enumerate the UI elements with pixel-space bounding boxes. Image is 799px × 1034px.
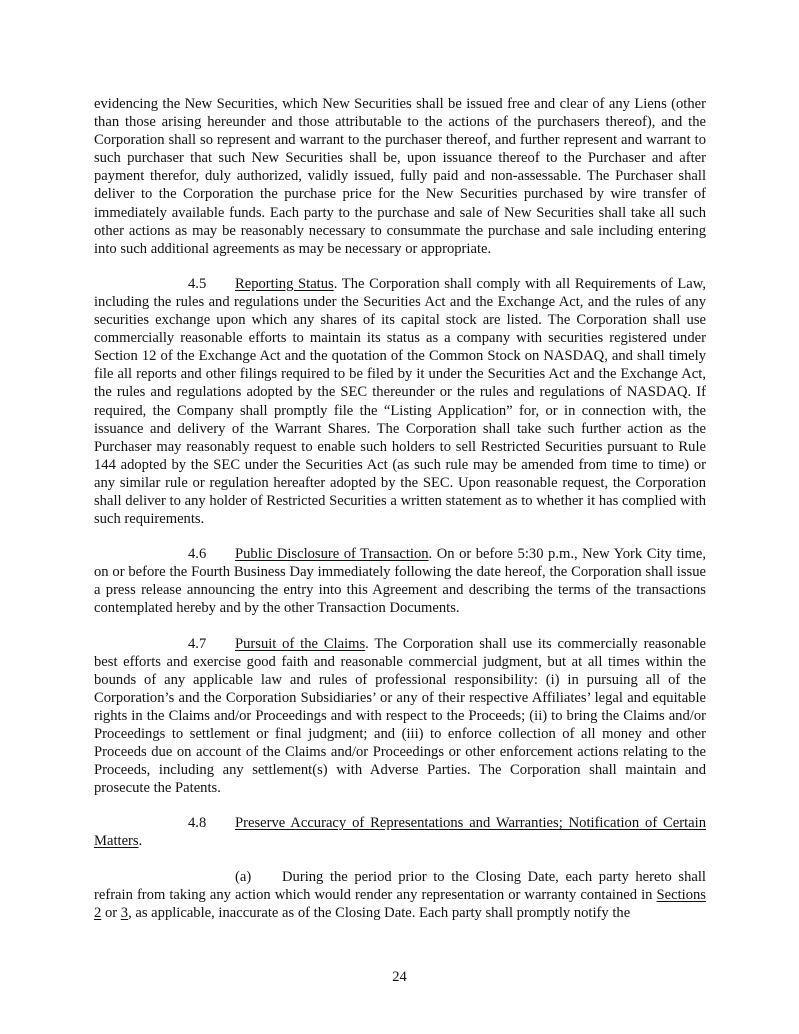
- section-4-8: [94, 814, 706, 850]
- section-text: On or before 5:30 p.m., New York City time, on or before the Fourth Business Day immediately following the date hereof, the Corporation shall issue a press release announcing the entry into this Agreement and describing the terms of the transactions contemplated hereby and by the other Transaction Documents.: [94, 546, 706, 617]
- section-heading: Preserve Accuracy of Representations and Warranties; Notification of Certain Matters: [94, 815, 706, 850]
- section-text: The Corporation shall use its commercially reasonable best efforts and exercise good faith and reasonable commercial judgment, but at all times within the bounds of any applicable law and rules of professional responsibility: (i) in pursuing all of the Corporation’s and the Corporation Subsidiaries’ or any of their respective Affiliates’ legal and equitable rights in the Claims and/or Proceedings and with respect to the Proceeds; (ii) to bring the Claims and/or Proceedings to settlement or final judgment; and (iii) to enforce collection of all money and other Proceeds due on account of the Claims and/or Proceedings or other enforcement actions relating to the Proceeds, including any settlement(s) with Adverse Parties. The Corporation shall maintain and prosecute the Patents.: [94, 635, 706, 797]
- document-body: [94, 95, 706, 939]
- section-heading: Public Disclosure of Transaction: [235, 546, 429, 563]
- section-heading: Reporting Status: [235, 275, 334, 292]
- section-heading-suffix: .: [138, 833, 143, 850]
- subsection-text: or: [101, 904, 121, 921]
- section-number: 4.5: [188, 275, 207, 292]
- section-4-5: [94, 275, 706, 528]
- subsection-text: , as applicable, inaccurate as of the Closing Date. Each party shall promptly notify the: [128, 904, 631, 921]
- section-heading-suffix: .: [428, 546, 433, 563]
- cross-reference-link[interactable]: Sections 2: [94, 886, 706, 921]
- section-number: 4.7: [188, 635, 207, 652]
- subsection-text: During the period prior to the Closing Date, each party hereto shall refrain from taking any action which would render any representation or warranty contained in: [94, 868, 706, 903]
- section-4-7: [94, 635, 706, 798]
- section-heading: Pursuit of the Claims: [235, 635, 366, 652]
- page-number: 24: [392, 969, 407, 985]
- subsection-a: [94, 868, 706, 922]
- subsection-label: (a): [235, 868, 252, 885]
- section-heading-suffix: .: [333, 275, 338, 292]
- continuation-paragraph: evidencing the New Securities, which New Securities shall be issued free and clear of any Liens (other than those arising hereunder and those attributable to the actions of the purchasers thereof), and the Corporation shall so represent and warrant to the purchaser thereof, and further represent and warrant to such purchaser that such New Securities shall be, upon issuance thereof to the Purchaser and after payment therefor, duly authorized, validly issued, fully paid and non-assessable. The Purchaser shall deliver to the Corporation the purchase price for the New Securities purchased by wire transfer of immediately available funds. Each party to the purchase and sale of New Securities shall take all such other actions as may be reasonably necessary to consummate the purchase and sale including entering into such additional agreements as may be necessary or appropriate.: [94, 96, 706, 257]
- section-heading-suffix: .: [365, 635, 369, 652]
- section-number: 4.8: [188, 815, 207, 832]
- cross-reference-link[interactable]: 3: [120, 904, 129, 921]
- section-number: 4.6: [188, 546, 207, 563]
- section-text: The Corporation shall comply with all Requirements of Law, including the rules and regulations under the Securities Act and the Exchange Act, and the rules of any securities exchange upon which any shares of its capital stock are listed. The Corporation shall use commercially reasonable efforts to maintain its status as a company with securities registered under Section 12 of the Exchange Act and the quotation of the Common Stock on NASDAQ, and shall timely file all reports and other filings required to be filed by it under the Securities Act and the Exchange Act, the rules and regulations adopted by the SEC thereunder or the rules and regulations of NASDAQ. If required, the Company shall promptly file the “Listing Application” for, or in connection with, the issuance and delivery of the Warrant Shares. The Corporation shall take such further action as the Purchaser may reasonably request to enable such holders to sell Restricted Securities pursuant to Rule 144 adopted by the SEC under the Securities Act (as such rule may be amended from time to time) or any similar rule or regulation hereafter adopted by the SEC. Upon reasonable request, the Corporation shall deliver to any holder of Restricted Securities a written statement as to whether it has complied with such requirements.: [94, 275, 707, 528]
- section-4-6: [94, 545, 706, 617]
